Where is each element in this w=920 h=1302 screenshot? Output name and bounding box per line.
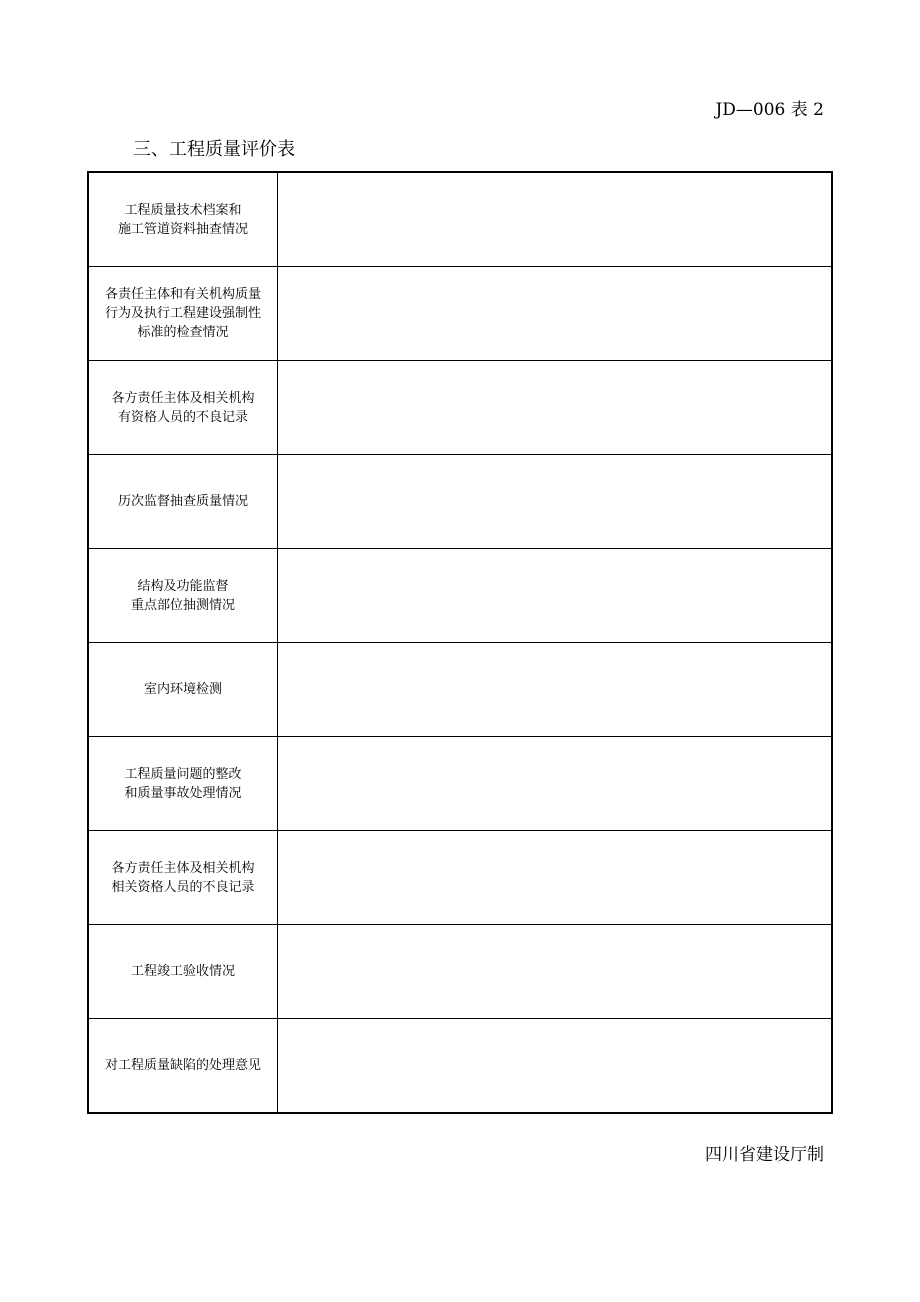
table-row	[88, 737, 832, 831]
row-value-cell[interactable]	[278, 1019, 833, 1114]
row-label: 各方责任主体及相关机构 相关资格人员的不良记录	[88, 831, 278, 925]
quality-evaluation-table	[87, 171, 833, 1114]
row-value-cell[interactable]	[278, 267, 833, 361]
row-value-cell[interactable]	[278, 643, 833, 737]
row-label: 历次监督抽查质量情况	[88, 455, 278, 549]
row-value-cell[interactable]	[278, 361, 833, 455]
table-row	[88, 361, 832, 455]
table-row	[88, 643, 832, 737]
form-code: JD—006 表 2	[715, 100, 824, 120]
row-label: 对工程质量缺陷的处理意见	[88, 1019, 278, 1114]
row-value-cell[interactable]	[278, 831, 833, 925]
table-row	[88, 831, 832, 925]
section-title: 三、工程质量评价表	[133, 139, 295, 160]
table-row	[88, 172, 832, 267]
row-value-cell[interactable]	[278, 549, 833, 643]
row-label: 工程竣工验收情况	[88, 925, 278, 1019]
table-row	[88, 455, 832, 549]
row-label: 工程质量问题的整改 和质量事故处理情况	[88, 737, 278, 831]
row-label: 室内环境检测	[88, 643, 278, 737]
table-row	[88, 267, 832, 361]
issuer-footer: 四川省建设厅制	[705, 1145, 824, 1165]
table-row	[88, 925, 832, 1019]
row-value-cell[interactable]	[278, 925, 833, 1019]
table-row	[88, 1019, 832, 1114]
row-label: 结构及功能监督 重点部位抽测情况	[88, 549, 278, 643]
row-value-cell[interactable]	[278, 455, 833, 549]
row-label: 工程质量技术档案和 施工管道资料抽查情况	[88, 172, 278, 267]
row-value-cell[interactable]	[278, 172, 833, 267]
row-label: 各责任主体和有关机构质量 行为及执行工程建设强制性 标准的检查情况	[88, 267, 278, 361]
row-label: 各方责任主体及相关机构 有资格人员的不良记录	[88, 361, 278, 455]
row-value-cell[interactable]	[278, 737, 833, 831]
table-row	[88, 549, 832, 643]
